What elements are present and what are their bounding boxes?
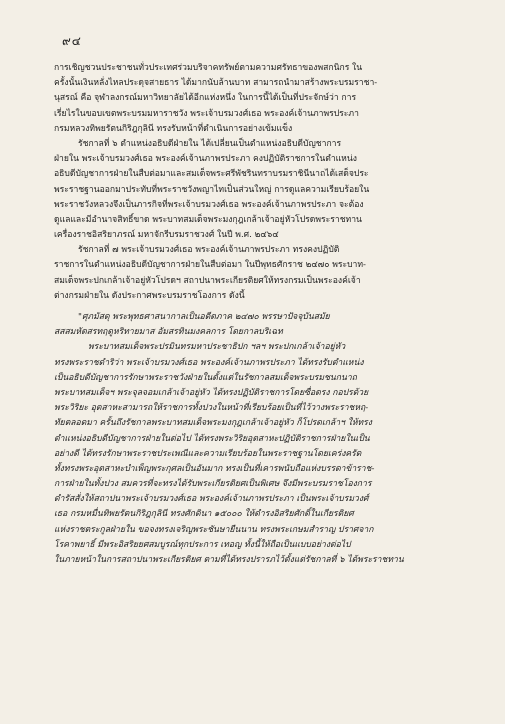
text-line: พระราชฐานออกมาประทับที่พระราชวังพญาไทเป็นส่วนใหญ่ การดูแลความเรียบร้อยใน <box>54 184 370 195</box>
quote-line: ในภายหน้าในการสถาปนาพระเกียรติยศ ตามที่ได้ทรงปรารภไว้ตั้งแต่รัชกาลที่ ๖ ได้พระราชทาน <box>54 555 404 565</box>
quote-line: พระวิริยะ อุตสาหะสามารถให้ราชการทั้งปวงในหน้าที่เรียบร้อยเป็นที่ไว้วางพระราชหฤ- <box>54 403 369 414</box>
text-line: อธิบดีบัญชาการฝ่ายในสืบต่อมาและสมเด็จพระศรีพัชรินทราบรมราชินีนาถได้เสด็จประ <box>54 169 369 180</box>
text-line: กรมหลวงทิพยรัตนกิริฎกุลินี ทรงรับหน้าที่ดำเนินการอย่างเข้มแข็ง <box>54 123 293 134</box>
quote-line: สสสมหัตสรทฤดูหริทายมาส อัมสรทินมงคลการ โดยกาลบริเฉท <box>54 327 283 338</box>
text-line: เครื่องราชอิสริยาภรณ์ มหาจักรีบรมราชวงศ์ ในปี พ.ศ. ๒๔๖๔ <box>54 230 279 241</box>
text-line: เรี่ยไรในขอบเขตพระบรมมหาราชวัง พระเจ้าบรมวงศ์เธอ พระองค์เจ้านภาพรประภา <box>54 108 359 119</box>
quote-line: โรคาพยาธิ์ มีพระอิสริยยศสมบูรณ์ทุกประการ เทอญ ทั้งนี้ให้ถือเป็นแบบอย่างต่อไป <box>54 539 351 550</box>
text-line: ฝ่ายใน พระเจ้าบรมวงศ์เธอ พระองค์เจ้านภาพรประภา คงปฏิบัติราชการในตำแหน่ง <box>54 154 357 165</box>
royal-proclamation-quote <box>54 310 470 568</box>
quote-line: เธอ กรมหมื่นทิพยรัตนกิริฎกุลินี ทรงศักดินา ๑๕๐๐๐ ให้ดำรงอิสริยศักดิ์ในเกียรติยศ <box>54 509 354 520</box>
quote-line: "ศุภมัสดุ พระพุทธศาสนากาลเป็นอดีตภาค ๒๔๗๐ พรรษาปัจจุบันสมัย <box>78 312 330 322</box>
quote-line: พระบาทสมเด็จฯ พระจุลจอมเกล้าเจ้าอยู่หัว ได้ทรงปฏิบัติราชการโดยซื่อตรง กอปรด้วย <box>54 387 369 398</box>
quote-line: ตำแหน่งอธิบดีบัญชาการฝ่ายในต่อไป ได้ทรงพระวิริยอุตสาหะปฏิบัติราชการฝ่ายในเป็น <box>54 433 370 444</box>
text-line: สมเด็จพระปกเกล้าเจ้าอยู่หัวโปรดฯ สถาปนาพระเกียรติยศให้ทรงกรมเป็นพระองค์เจ้า <box>54 275 361 286</box>
text-line: รัชกาลที่ ๗ พระเจ้าบรมวงศ์เธอ พระองค์เจ้านภาพรประภา ทรงคงปฏิบัติ <box>78 245 340 256</box>
quote-line: พระบาทสมเด็จพระปรมินทรมหาประชาธิปก ฯลฯ พระปกเกล้าเจ้าอยู่หัว <box>88 342 346 353</box>
quote-line: การฝ่ายในทั้งปวง สมควรที่จะทรงได้รับพระเกียรติยศเป็นพิเศษ จึงมีพระบรมราชโองการ <box>54 479 372 490</box>
text-line: ราชการในตำแหน่งอธิบดีบัญชาการฝ่ายในสืบต่อมา ในปีพุทธศักราช ๒๔๗๐ พระบาท- <box>54 260 366 271</box>
quote-line: ทั้งทรงพระอุตสาหะบำเพ็ญพระกุศลเป็นอันมาก ทรงเป็นที่เคารพนับถือแห่งบรรดาข้าราช- <box>54 463 375 474</box>
text-line: พระราชวังหลวงจึงเป็นภารกิจที่พระเจ้าบรมวงศ์เธอ พระองค์เจ้านภาพรประภา จะต้อง <box>54 199 364 210</box>
quote-line: แห่งราชตระกูลฝ่ายใน ขอจงทรงเจริญพระชันษายืนนาน ทรงพระเกษมสำราญ ปราศจาก <box>54 524 374 535</box>
body-text <box>54 61 470 304</box>
quote-line: ดำรัสสั่งให้สถาปนาพระเจ้าบรมวงศ์เธอ พระองค์เจ้านภาพรประภา เป็นพระเจ้าบรมวงศ์ <box>54 494 369 505</box>
text-line: ต่างกรมฝ่ายใน ดังประกาศพระบรมราชโองการ ดังนี้ <box>54 290 245 301</box>
text-line: นุสรณ์ คือ จุฬาลงกรณ์มหาวิทยาลัยได้อีกแห่งหนึ่ง ในการนี้ได้เป็นที่ประจักษ์ว่า การ <box>54 93 357 104</box>
quote-line: ทัยตลอดมา ครั้นถึงรัชกาลพระบาทสมเด็จพระมงกุฎเกล้าเจ้าอยู่หัว ก็โปรดเกล้าฯ ให้ทรง <box>54 418 372 429</box>
text-line: รัชกาลที่ ๖ ตำแหน่งอธิบดีฝ่ายใน ได้เปลี่ยนเป็นตำแหน่งอธิบดีบัญชาการ <box>78 138 342 149</box>
text-line: การเชิญชวนประชาชนทั่วประเทศร่วมบริจาคทรัพย์ตามความศรัทธาของพสกนิกร ใน <box>54 63 363 73</box>
quote-line: เป็นอธิบดีบัญชาการรักษาพระราชวังฝ่ายในตั้งแต่ในรัชกาลสมเด็จพระบรมชนกนาถ <box>54 372 357 383</box>
text-line: ดูแลและมีอำนาจสิทธิ์ขาด พระบาทสมเด็จพระมงกุฎเกล้าเจ้าอยู่หัวโปรดพระราชทาน <box>54 214 362 225</box>
page-number: ๙๔ <box>62 34 82 48</box>
quote-line: ทรงพระราชดำริว่า พระเจ้าบรมวงศ์เธอ พระองค์เจ้านภาพรประภา ได้ทรงรับตำแหน่ง <box>54 357 364 368</box>
text-line: ครั้งนั้นเงินหลั่งไหลประดุจสายธาร ได้มากนับล้านบาท สามารถนำมาสร้างพระบรมราชา- <box>54 78 378 89</box>
quote-line: อย่างดี ได้ทรงรักษาพระราชประเพณีและความเรียบร้อยในพระราชฐานโดยเคร่งครัด <box>54 448 362 459</box>
